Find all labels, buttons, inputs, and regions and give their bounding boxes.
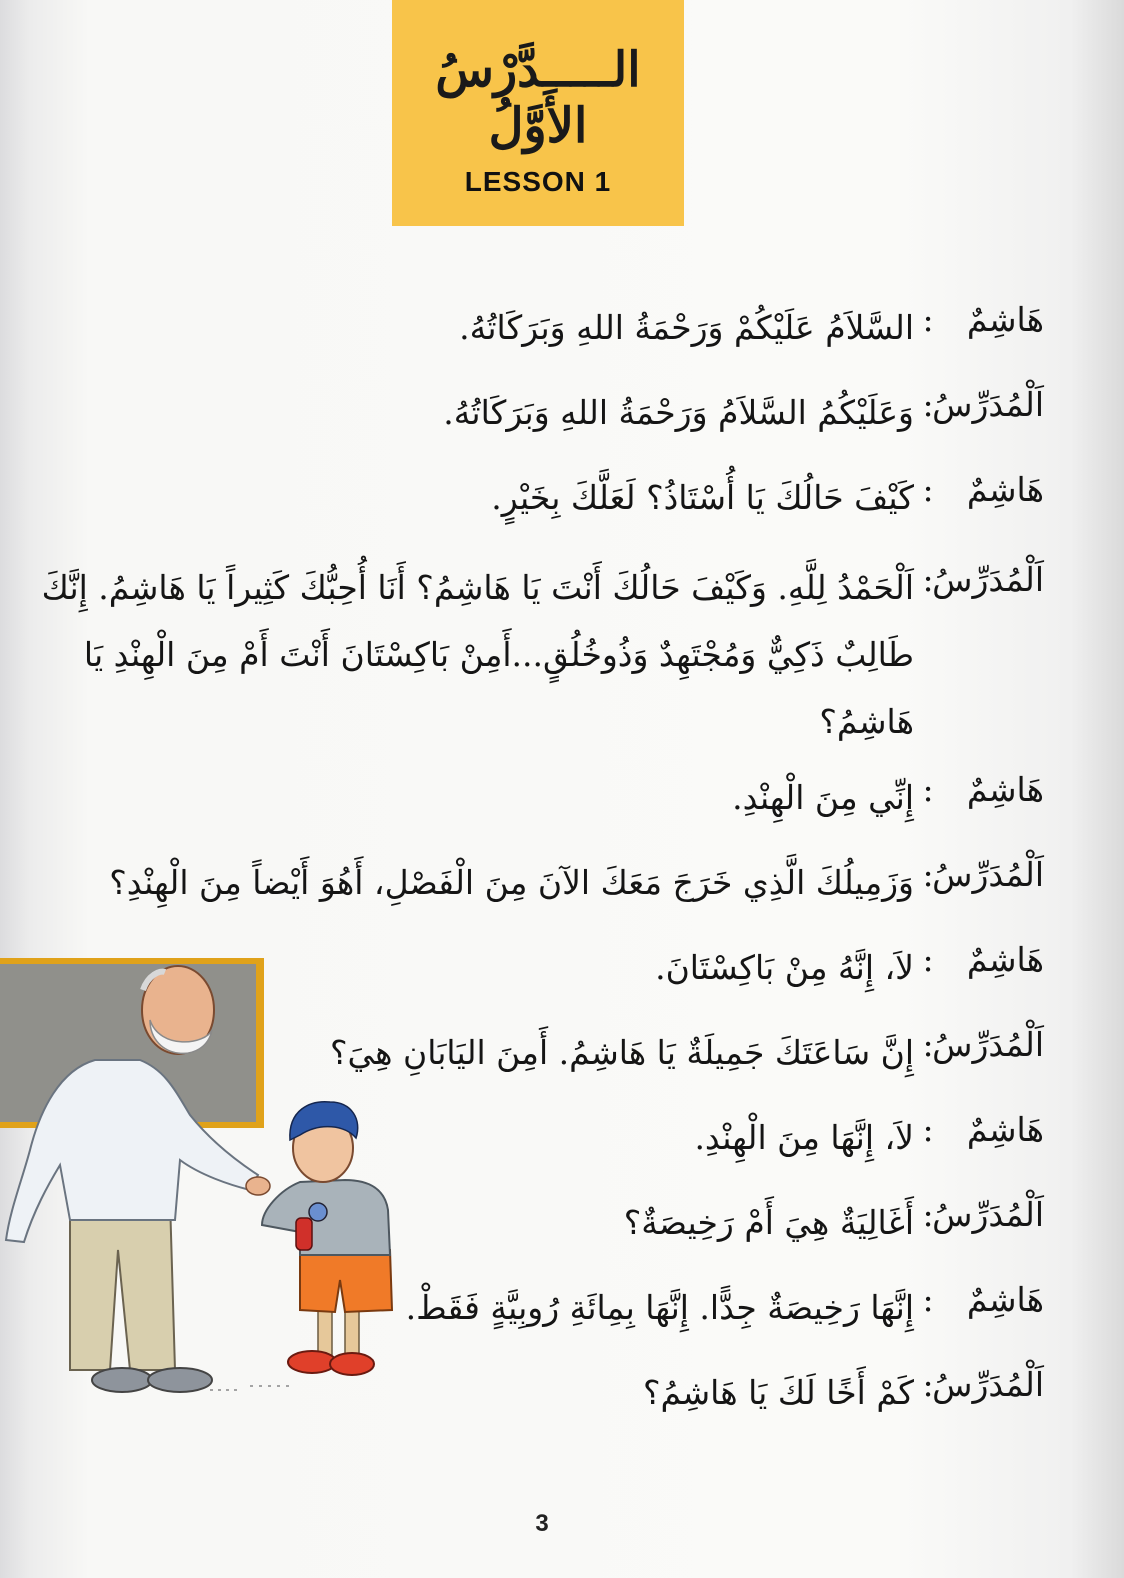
student-watch	[296, 1218, 312, 1250]
dialogue-line	[0, 855, 1124, 915]
dialogue-text: لاَ، إِنَّهُ مِنْ بَاكِسْتَانَ.	[655, 948, 914, 987]
speaker-name: هَاشِمٌ	[966, 470, 1044, 509]
speaker-name: اَلْمُدَرِّسُ	[932, 855, 1044, 894]
dialogue-text: اَلْحَمْدُ لِلَّهِ. وَكَيْفَ حَالُكَ أَنْتَ يَا هَاشِمُ؟ أَنَا أُحِبُّكَ كَثِيراً يَا هَاشِمُ. إِنَّكَ طَالِبٌ ذَكِيٌّ وَمُجْتَهِدٌ وَذُوخُلُقٍ...أَمِنْ بَاكِسْتَانَ أَنْتَ أَمْ مِنَ الْهِنْدِ يَا هَاشِمُ؟	[41, 568, 914, 741]
student-shorts	[300, 1250, 392, 1312]
speaker-name: اَلْمُدَرِّسُ	[932, 560, 1044, 599]
dialogue-line	[0, 385, 1124, 445]
dialogue-text: وَزَمِيلُكَ الَّذِي خَرَجَ مَعَكَ الآنَ مِنَ الْفَصْلِ، أَهُوَ أَيْضاً مِنَ الْهِنْدِ؟	[109, 863, 914, 902]
student-shoe-left	[288, 1351, 336, 1373]
dialogue-line	[0, 770, 1124, 830]
dialogue-text: السَّلاَمُ عَلَيْكُمْ وَرَحْمَةُ اللهِ وَبَرَكَاتُهُ.	[459, 308, 914, 347]
teacher-and-student-illustration	[0, 950, 400, 1410]
page-number: 3	[535, 1510, 549, 1537]
dialogue-text: إِنِّي مِنَ الْهِنْدِ.	[732, 778, 914, 817]
teacher-shoe-left	[92, 1368, 152, 1392]
speaker-colon: :	[922, 385, 934, 424]
speaker-colon: :	[922, 940, 934, 979]
speaker-colon: :	[922, 470, 934, 509]
speaker-name: هَاشِمٌ	[966, 940, 1044, 979]
dialogue-text: أَغَالِيَةٌ هِيَ أَمْ رَخِيصَةٌ؟	[623, 1203, 914, 1242]
student-shoe-right	[330, 1353, 374, 1375]
speaker-name: هَاشِمٌ	[966, 300, 1044, 339]
speaker-colon: :	[922, 1025, 934, 1064]
teacher-hand	[246, 1177, 270, 1195]
speaker-name: اَلْمُدَرِّسُ	[932, 1025, 1044, 1064]
speaker-colon: :	[922, 1365, 934, 1404]
speaker-name: هَاشِمٌ	[966, 1280, 1044, 1319]
speaker-colon: :	[922, 1280, 934, 1319]
speaker-colon: :	[922, 855, 934, 894]
dialogue-text: لاَ، إِنَّهَا مِنَ الْهِنْدِ.	[694, 1118, 914, 1157]
lesson-title-english: LESSON 1	[464, 166, 612, 197]
speaker-colon: :	[922, 770, 934, 809]
speaker-name: هَاشِمٌ	[966, 770, 1044, 809]
speaker-colon: :	[922, 1110, 934, 1149]
dialogue-text: كَمْ أَخًا لَكَ يَا هَاشِمُ؟	[643, 1373, 914, 1412]
teacher-trousers	[70, 1200, 175, 1370]
dialogue-line	[0, 470, 1124, 530]
dialogue-line	[0, 300, 1124, 360]
dialogue-text: إِنَّ سَاعَتَكَ جَمِيلَةٌ يَا هَاشِمُ. أَمِنَ اليَابَانِ هِيَ؟	[330, 1033, 914, 1072]
teacher-shoe-right	[148, 1368, 212, 1392]
lesson-title-arabic: الـــــدَّرْسُ الأَوَّلُ	[435, 42, 641, 154]
speaker-colon: :	[922, 560, 934, 599]
speaker-name: اَلْمُدَرِّسُ	[932, 1365, 1044, 1404]
speaker-name: هَاشِمٌ	[966, 1110, 1044, 1149]
dialogue-text: كَيْفَ حَالُكَ يَا أُسْتَاذُ؟ لَعَلَّكَ بِخَيْرٍ.	[491, 478, 914, 517]
speaker-name: اَلْمُدَرِّسُ	[932, 385, 1044, 424]
speaker-name: اَلْمُدَرِّسُ	[932, 1195, 1044, 1234]
dialogue-text: وَعَلَيْكُمُ السَّلاَمُ وَرَحْمَةُ اللهِ وَبَرَكَاتُهُ.	[443, 393, 914, 432]
speaker-colon: :	[922, 1195, 934, 1234]
speaker-colon: :	[922, 300, 934, 339]
dialogue-text: إِنَّهَا رَخِيصَةٌ جِدًّا. إِنَّهَا بِمِائَةِ رُوبِيَّةٍ فَقَطْ.	[405, 1288, 914, 1327]
dialogue-line	[0, 560, 1124, 760]
